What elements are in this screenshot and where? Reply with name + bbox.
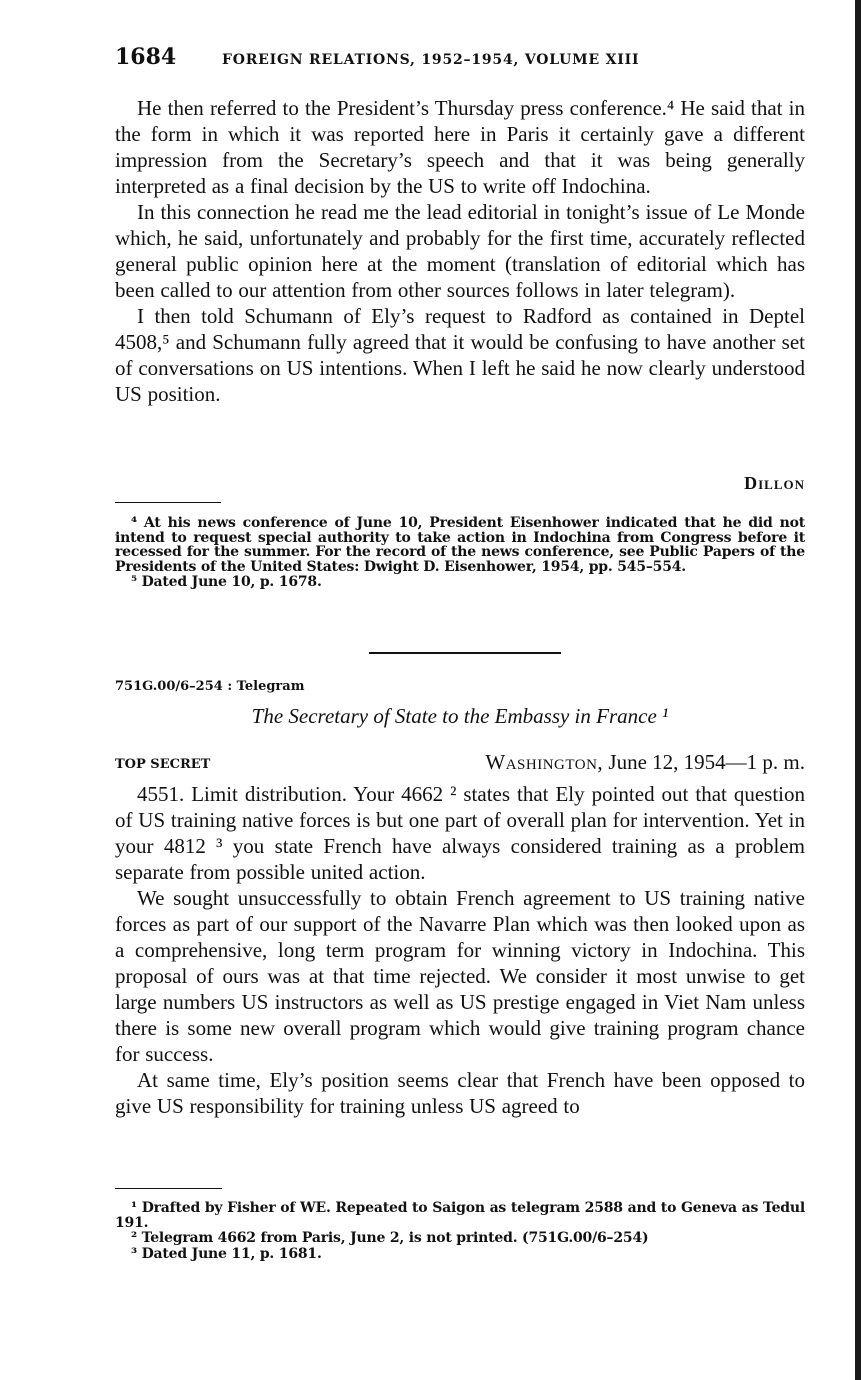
footnote: ¹ Drafted by Fisher of WE. Repeated to Saigon as telegram 2588 and to Geneva as Tedul 191. [115,1200,805,1231]
footnote: ³ Dated June 11, p. 1681. [131,1245,322,1262]
dateline [485,750,805,775]
paragraph: 4551. Limit distribution. Your 4662 ² states that Ely pointed out that question of US training native forces is but one part of overall plan for intervention. Yet in your 4812 ³ you state French have always considered training as a problem separate from possible united action. [115,782,805,884]
paragraph: At same time, Ely’s position seems clear that French have been opposed to give US responsibility for training unless US agreed to [115,1068,805,1118]
file-reference: 751G.00/6–254 : Telegram [115,679,305,694]
dateline-place: Washington, [485,750,604,774]
page-number: 1684 [115,44,177,70]
running-head [115,44,805,78]
paragraph: He then referred to the President’s Thursday press conference.⁴ He said that in the form in which it was reported here in Paris it certainly gave a different impression from the Secretary’s speech and that it was being generally interpreted as a final decision by the US to write off Indochina. [115,96,805,198]
telegram-body [115,781,805,1119]
paragraph: In this connection he read me the lead editorial in tonight’s issue of Le Monde which, he said, unfortunately and probably for the first time, accurately reflected general public opinion here at the moment (translation of editorial which has been called to our attention from other sources follows in later telegram). [115,200,805,302]
paragraph: I then told Schumann of Ely’s request to Radford as contained in Deptel 4508,⁵ and Schumann fully agreed that it would be confusing to have another set of conversations on US intentions. When I left he said he now clearly understood US position. [115,304,805,406]
paragraph: We sought unsuccessfully to obtain French agreement to US training native forces as part of our support of the Navarre Plan which was then looked upon as a comprehensive, long term program for winning victory in Indochina. This proposal of ours was at that time rejected. We consider it most unwise to get large numbers US instructors as well as US prestige engaged in Viet Nam unless there is some new overall program which would give training program chance for success. [115,886,805,1066]
top-section [115,95,805,407]
footnotes-top [115,516,805,591]
volume-title: FOREIGN RELATIONS, 1952–1954, VOLUME XIII [222,52,640,68]
footnote: ² Telegram 4662 from Paris, June 2, is not printed. (751G.00/6–254) [131,1230,649,1246]
footnote: ⁵ Dated June 10, p. 1678. [131,574,322,590]
scan-page-edge [855,0,861,1380]
dateline-date: June 12, 1954—1 p. m. [608,750,805,774]
footnote: ⁴ At his news conference of June 10, President Eisenhower indicated that he did not intend to request special authority to take action in Indochina from Congress before it recessed for the summer. For the record of the news conference, see Public Papers of the Presidents of the United States: Dwight D. Eisenhower, 1954, pp. 545–554. [115,515,805,575]
footnotes-bottom [115,1201,805,1262]
signature: Dillon [744,473,805,493]
footnote-divider [115,502,221,503]
footnote-divider [115,1188,222,1189]
section-divider [369,652,561,654]
classification-label: TOP SECRET [115,757,211,772]
document-title: The Secretary of State to the Embassy in France ¹ [251,704,669,728]
